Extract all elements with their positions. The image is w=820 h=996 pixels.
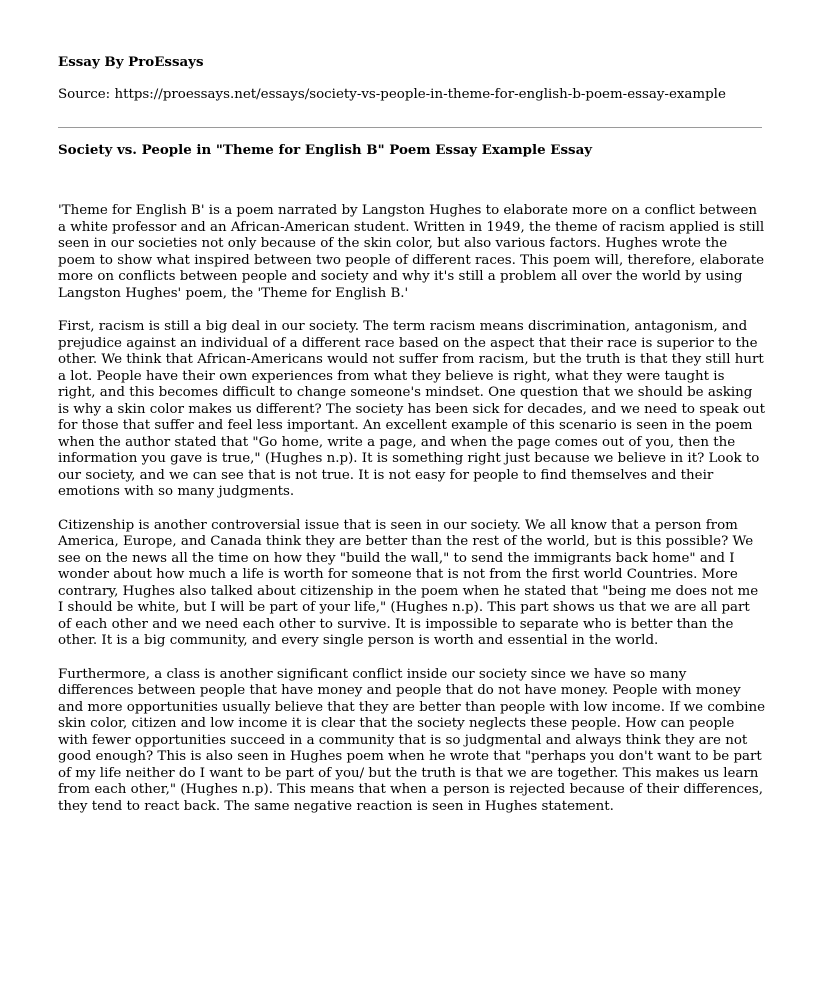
paragraph-class: Furthermore, a class is another significant conflict inside our society since we have so many differences between people that have money and people that do not have money. People with money and more opportunities usually believe that they are better than people with low income. If we combine skin color, citizen and low income it is clear that the society neglects these people. How can people with fewer opportunities succeed in a community that is so judgmental and always think they are not good enough? This is also seen in Hughes poem when he wrote that "perhaps you don't want to be part of my life neither do I want to be part of you/ but the truth is that we are together. This makes us learn from each other," (Hughes n.p). This means that when a person is rejected because of their differences, they tend to react back. The same negative reaction is seen in Hughes statement. <box>58 666 766 814</box>
essay-byline: Essay By ProEssays <box>58 54 204 70</box>
header-divider <box>58 127 762 128</box>
paragraph-citizenship: Citizenship is another controversial issue that is seen in our society. We all know that a person from America, Europe, and Canada think they are better than the rest of the world, but is this possible? We see on the news all the time on how they "build the wall," to send the immigrants back home" and I wonder about how much a life is worth for someone that is not from the first world Countries. More contrary, Hughes also talked about citizenship in the poem when he stated that "being me does not me I should be white, but I will be part of your life," (Hughes n.p). This part shows us that we are all part of each other and we need each other to survive. It is impossible to separate who is better than the other. It is a big community, and every single person is worth and essential in the world. <box>58 517 759 648</box>
paragraph-racism: First, racism is still a big deal in our society. The term racism means discrimination, antagonism, and prejudice against an individual of a different race based on the aspect that their race is superior to the other. We think that African-Americans would not suffer from racism, but the truth is that they still hurt a lot. People have their own experiences from what they believe is right, what they were taught is right, and this becomes difficult to change someone's mindset. One question that we should be asking is why a skin color makes us different? The society has been sick for decades, and we need to speak out for those that suffer and feel less important. An excellent example of this scenario is seen in the poem when the author stated that "Go home, write a page, and when the page comes out of you, then the information you gave is true," (Hughes n.p). It is something right just because we believe in it? Look to our society, and we can see that is not true. It is not easy for people to find themselves and their emotions with so many judgments. <box>58 319 765 499</box>
paragraph-intro: 'Theme for English B' is a poem narrated by Langston Hughes to elaborate more on a conflict between a white professor and an African-American student. Written in 1949, the theme of racism applied is still seen in our societies not only because of the skin color, but also various factors. Hughes wrote the poem to show what inspired between two people of different races. This poem will, therefore, elaborate more on conflicts between people and society and why it's still a problem all over the world by using Langston Hughes' poem, the 'Theme for English B.' <box>58 203 765 301</box>
source-url: Source: https://proessays.net/essays/society-vs-people-in-theme-for-english-b-poem-essay-example <box>58 87 726 102</box>
essay-title: Society vs. People in "Theme for English B" Poem Essay Example Essay <box>58 142 593 158</box>
essay-body <box>58 203 766 832</box>
